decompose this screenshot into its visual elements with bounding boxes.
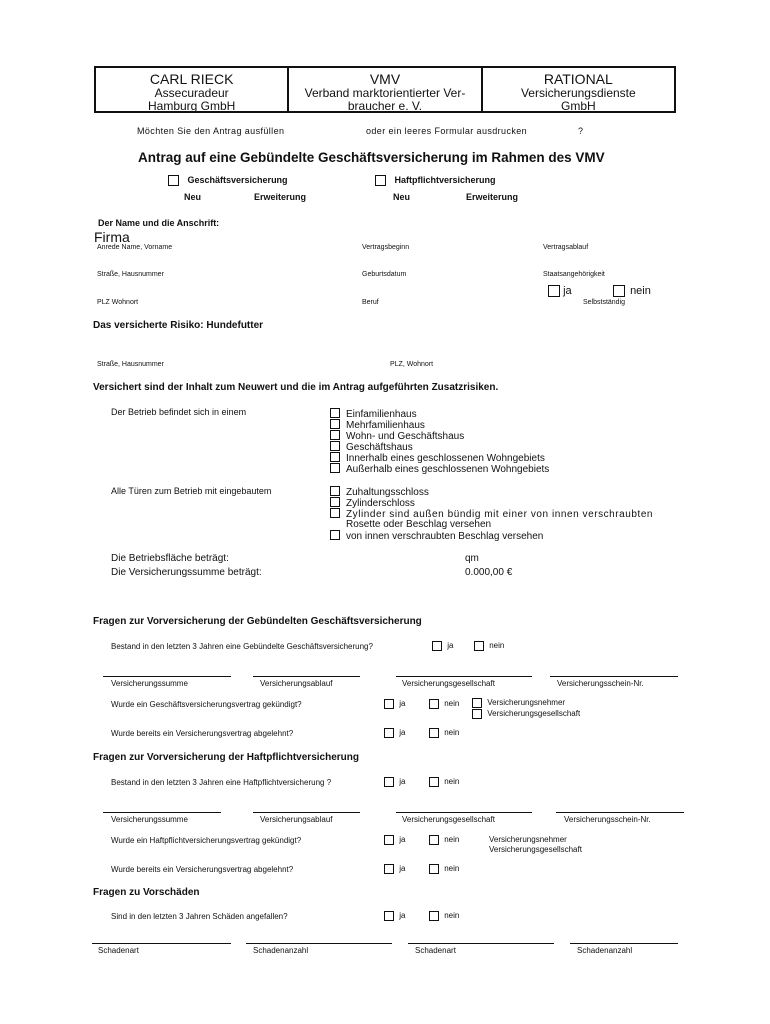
liability-insurance-checkbox[interactable] [375, 175, 386, 186]
flaeche-value[interactable]: qm [465, 553, 479, 564]
col-versicherungssumme: Versicherungssumme [111, 815, 188, 824]
col-versicherungsschein-nr: Versicherungsschein-Nr. [557, 679, 644, 688]
tueren-checkbox[interactable] [330, 508, 340, 518]
prev-business-q2-ja[interactable] [384, 699, 405, 709]
prev-liability-q3-ja[interactable] [384, 864, 405, 874]
summe-value[interactable]: 0.000,00 € [465, 567, 513, 578]
betrieb-option-label: Wohn- und Geschäftshaus [346, 431, 465, 442]
header-right-line2: GmbH [560, 99, 596, 113]
prev-business-q2-nein[interactable] [429, 699, 459, 709]
nein-label: nein [444, 699, 460, 709]
ja-label: ja [399, 728, 406, 738]
ja-label: ja [399, 777, 406, 787]
tueren-option-continuation [346, 519, 491, 530]
betrieb-option-label: Innerhalb eines geschlossenen Wohngebiets [346, 453, 545, 464]
checkbox[interactable] [384, 911, 394, 921]
ja-label: ja [447, 641, 454, 651]
prev-liability-q1-nein[interactable] [429, 777, 459, 787]
prev-liability-q1-ja[interactable] [384, 777, 405, 787]
header-right-title: RATIONAL [543, 71, 613, 87]
geburtsdatum-label: Geburtsdatum [362, 271, 407, 278]
field-line[interactable] [253, 812, 360, 813]
prev-business-q1-nein[interactable] [474, 641, 504, 651]
header-mid-title: VMV [369, 71, 401, 87]
liability-new-option[interactable]: Neu [393, 192, 411, 202]
prev-business-heading: Fragen zur Vorversicherung der Gebündelten Geschäftsversicherung [93, 616, 422, 627]
liability-insurance-option[interactable] [375, 175, 496, 186]
col-schadenart: Schadenart [98, 946, 139, 955]
risk-strasse-label: Straße, Hausnummer [97, 361, 164, 368]
header-mid-line1: Verband marktorientierter Ver- [304, 86, 466, 100]
damages-heading: Fragen zu Vorschäden [93, 887, 200, 898]
prev-business-q3-nein[interactable] [429, 728, 459, 738]
prev-liability-q3-nein[interactable] [429, 864, 459, 874]
nein-label: nein [489, 641, 505, 651]
ja-label: ja [399, 864, 406, 874]
checkbox[interactable] [429, 777, 439, 787]
prev-liability-q3: Wurde bereits ein Versicherungsvertrag abgelehnt? [111, 865, 294, 874]
field-line[interactable] [103, 812, 221, 813]
col-versicherungsablauf: Versicherungsablauf [260, 815, 333, 824]
prev-business-q1: Bestand in den letzten 3 Jahren eine Gebündelte Geschäftsversicherung? [111, 642, 373, 651]
betrieb-checkbox[interactable] [330, 463, 340, 473]
tueren-checkbox[interactable] [330, 497, 340, 507]
field-line[interactable] [396, 676, 532, 677]
header-left-line1: Assecuradeur [154, 86, 229, 100]
field-line[interactable] [556, 812, 684, 813]
tueren-option-label: Zylinder sind außen bündig mit einer von innen verschraubten [346, 509, 654, 520]
betrieb-option-label: Außerhalb eines geschlossenen Wohngebiets [346, 464, 550, 475]
checkbox[interactable] [384, 728, 394, 738]
col-versicherungsgesellschaft: Versicherungsgesellschaft [402, 679, 495, 688]
field-line[interactable] [550, 676, 678, 677]
firma-field[interactable]: Firma [94, 229, 130, 245]
header-right-line1: Versicherungsdienste [520, 86, 636, 100]
ja-label: ja [399, 699, 406, 709]
nein-label: nein [444, 864, 460, 874]
ja-label: ja [399, 835, 406, 845]
checkbox[interactable] [472, 709, 482, 719]
business-insurance-label: Geschäftsversicherung [187, 175, 288, 185]
selbststaendig-nein-label: nein [630, 285, 651, 297]
anrede-label: Anrede Name, Vorname [97, 244, 173, 251]
selbststaendig-nein-checkbox[interactable] [613, 285, 625, 297]
risk-plz-label: PLZ, Wohnort [390, 361, 434, 368]
header-left-line2: Hamburg GmbH [147, 99, 236, 113]
tueren-option-label: Zuhaltungsschloss [346, 487, 429, 498]
checkbox[interactable] [432, 641, 442, 651]
col-versicherungssumme: Versicherungssumme [111, 679, 188, 688]
selbststaendig-nein-option[interactable] [613, 285, 651, 297]
col-schadenart: Schadenart [415, 946, 456, 955]
tueren-label: Alle Türen zum Betrieb mit eingebautem [111, 486, 272, 496]
checkbox[interactable] [384, 835, 394, 845]
nehmer-label: Versicherungsnehmer [487, 698, 566, 708]
betrieb-label: Der Betrieb befindet sich in einem [111, 407, 247, 417]
liability-insurance-label: Haftpflichtversicherung [394, 175, 496, 185]
page-title: Antrag auf eine Gebündelte Geschäftsversicherung im Rahmen des VMV [138, 150, 605, 165]
tueren-option-label: Rosette oder Beschlag versehen [346, 519, 492, 530]
prev-liability-gesellschaft: Versicherungsgesellschaft [489, 845, 582, 854]
prev-liability-q2-nein[interactable] [429, 835, 459, 845]
prev-business-q3-ja[interactable] [384, 728, 405, 738]
col-versicherungsschein-nr: Versicherungsschein-Nr. [564, 815, 651, 824]
checkbox[interactable] [429, 835, 439, 845]
tueren-option-label: Zylinderschloss [346, 498, 415, 509]
vertragsablauf-label: Vertragsablauf [543, 244, 589, 251]
checkbox[interactable] [384, 864, 394, 874]
checkbox[interactable] [384, 777, 394, 787]
risk-heading: Das versicherte Risiko: Hundefutter [93, 320, 264, 331]
betrieb-checkbox[interactable] [330, 419, 340, 429]
checkbox[interactable] [429, 699, 439, 709]
business-new-option[interactable]: Neu [184, 192, 202, 202]
checkbox[interactable] [429, 864, 439, 874]
betrieb-option-label: Einfamilienhaus [346, 409, 417, 420]
selbststaendig-ja-label: ja [563, 285, 572, 297]
damages-q1-ja[interactable] [384, 911, 405, 921]
prev-liability-q1: Bestand in den letzten 3 Jahren eine Haftpflichtversicherung ? [111, 778, 332, 787]
field-line[interactable] [246, 943, 392, 944]
checkbox[interactable] [472, 698, 482, 708]
betrieb-option-label: Geschäftshaus [346, 442, 413, 453]
header-carl-rieck [96, 68, 287, 111]
nein-label: nein [444, 728, 460, 738]
business-insurance-option[interactable] [168, 175, 288, 186]
staatsangehoerigkeit-label: Staatsangehörigkeit [543, 271, 605, 278]
nein-label: nein [444, 777, 460, 787]
field-line[interactable] [396, 812, 532, 813]
header-rational [481, 68, 674, 111]
intro-fill-link[interactable]: Möchten Sie den Antrag ausfüllen [137, 126, 285, 136]
prev-business-nehmer[interactable] [472, 698, 565, 708]
checkbox[interactable] [429, 911, 439, 921]
betrieb-checkbox[interactable] [330, 441, 340, 451]
tueren-checkbox[interactable] [330, 530, 340, 540]
selbststaendig-ja-option[interactable] [548, 285, 572, 297]
damages-q1: Sind in den letzten 3 Jahren Schäden angefallen? [111, 912, 288, 921]
header-left-title: CARL RIECK [149, 71, 234, 87]
field-line[interactable] [92, 943, 231, 944]
damages-q1-nein[interactable] [429, 911, 459, 921]
betrieb-checkbox[interactable] [330, 452, 340, 462]
nein-label: nein [444, 835, 460, 845]
tueren-option[interactable] [330, 530, 543, 542]
prev-business-q3: Wurde bereits ein Versicherungsvertrag abgelehnt? [111, 729, 294, 738]
field-line[interactable] [570, 943, 678, 944]
betrieb-option[interactable] [330, 463, 549, 475]
header-mid-line2: braucher e. V. [347, 99, 423, 113]
prev-liability-heading: Fragen zur Vorversicherung der Haftpflichtversicherung [93, 752, 359, 763]
betrieb-checkbox[interactable] [330, 408, 340, 418]
intro-question-mark: ? [578, 126, 584, 136]
header-box [94, 66, 676, 113]
prev-business-q1-ja[interactable] [432, 641, 453, 651]
applicant-heading: Der Name und die Anschrift: [98, 218, 220, 228]
summe-label: Die Versicherungssumme beträgt: [111, 567, 262, 578]
prev-business-q2: Wurde ein Geschäftsversicherungsvertrag gekündigt? [111, 700, 302, 709]
plz-wohnort-label: PLZ Wohnort [97, 299, 139, 306]
checkbox[interactable] [474, 641, 484, 651]
betrieb-checkbox[interactable] [330, 430, 340, 440]
ja-label: ja [399, 911, 406, 921]
field-line[interactable] [103, 676, 231, 677]
tueren-option-label: von innen verschraubten Beschlag versehen [346, 531, 544, 542]
prev-liability-q2-ja[interactable] [384, 835, 405, 845]
business-insurance-checkbox[interactable] [168, 175, 179, 186]
selbststaendig-label: Selbstständig [583, 299, 626, 306]
intro-blank-link[interactable]: oder ein leeres Formular ausdrucken [366, 126, 528, 136]
vertragsbeginn-label: Vertragsbeginn [362, 244, 410, 251]
checkbox[interactable] [384, 699, 394, 709]
field-line[interactable] [253, 676, 360, 677]
prev-liability-nehmer: Versicherungsnehmer [489, 835, 567, 844]
field-line[interactable] [408, 943, 554, 944]
checkbox[interactable] [429, 728, 439, 738]
col-versicherungsgesellschaft: Versicherungsgesellschaft [402, 815, 495, 824]
gesellschaft-label: Versicherungsgesellschaft [487, 709, 581, 719]
strasse-label: Straße, Hausnummer [97, 271, 164, 278]
prev-business-gesellschaft[interactable] [472, 709, 580, 719]
tueren-checkbox[interactable] [330, 486, 340, 496]
selbststaendig-ja-checkbox[interactable] [548, 285, 560, 297]
col-versicherungsablauf: Versicherungsablauf [260, 679, 333, 688]
prev-liability-q2: Wurde ein Haftpflichtversicherungsvertrag gekündigt? [111, 836, 302, 845]
betrieb-option-label: Mehrfamilienhaus [346, 420, 425, 431]
nein-label: nein [444, 911, 460, 921]
insured-heading: Versichert sind der Inhalt zum Neuwert und die im Antrag aufgeführten Zusatzrisiken. [93, 382, 499, 393]
liability-extension-option[interactable]: Erweiterung [466, 192, 519, 202]
business-extension-option[interactable]: Erweiterung [254, 192, 307, 202]
col-schadenanzahl: Schadenanzahl [253, 946, 309, 955]
col-schadenanzahl: Schadenanzahl [577, 946, 633, 955]
beruf-label: Beruf [362, 299, 379, 306]
flaeche-label: Die Betriebsfläche beträgt: [111, 553, 229, 564]
header-vmv [287, 68, 480, 111]
